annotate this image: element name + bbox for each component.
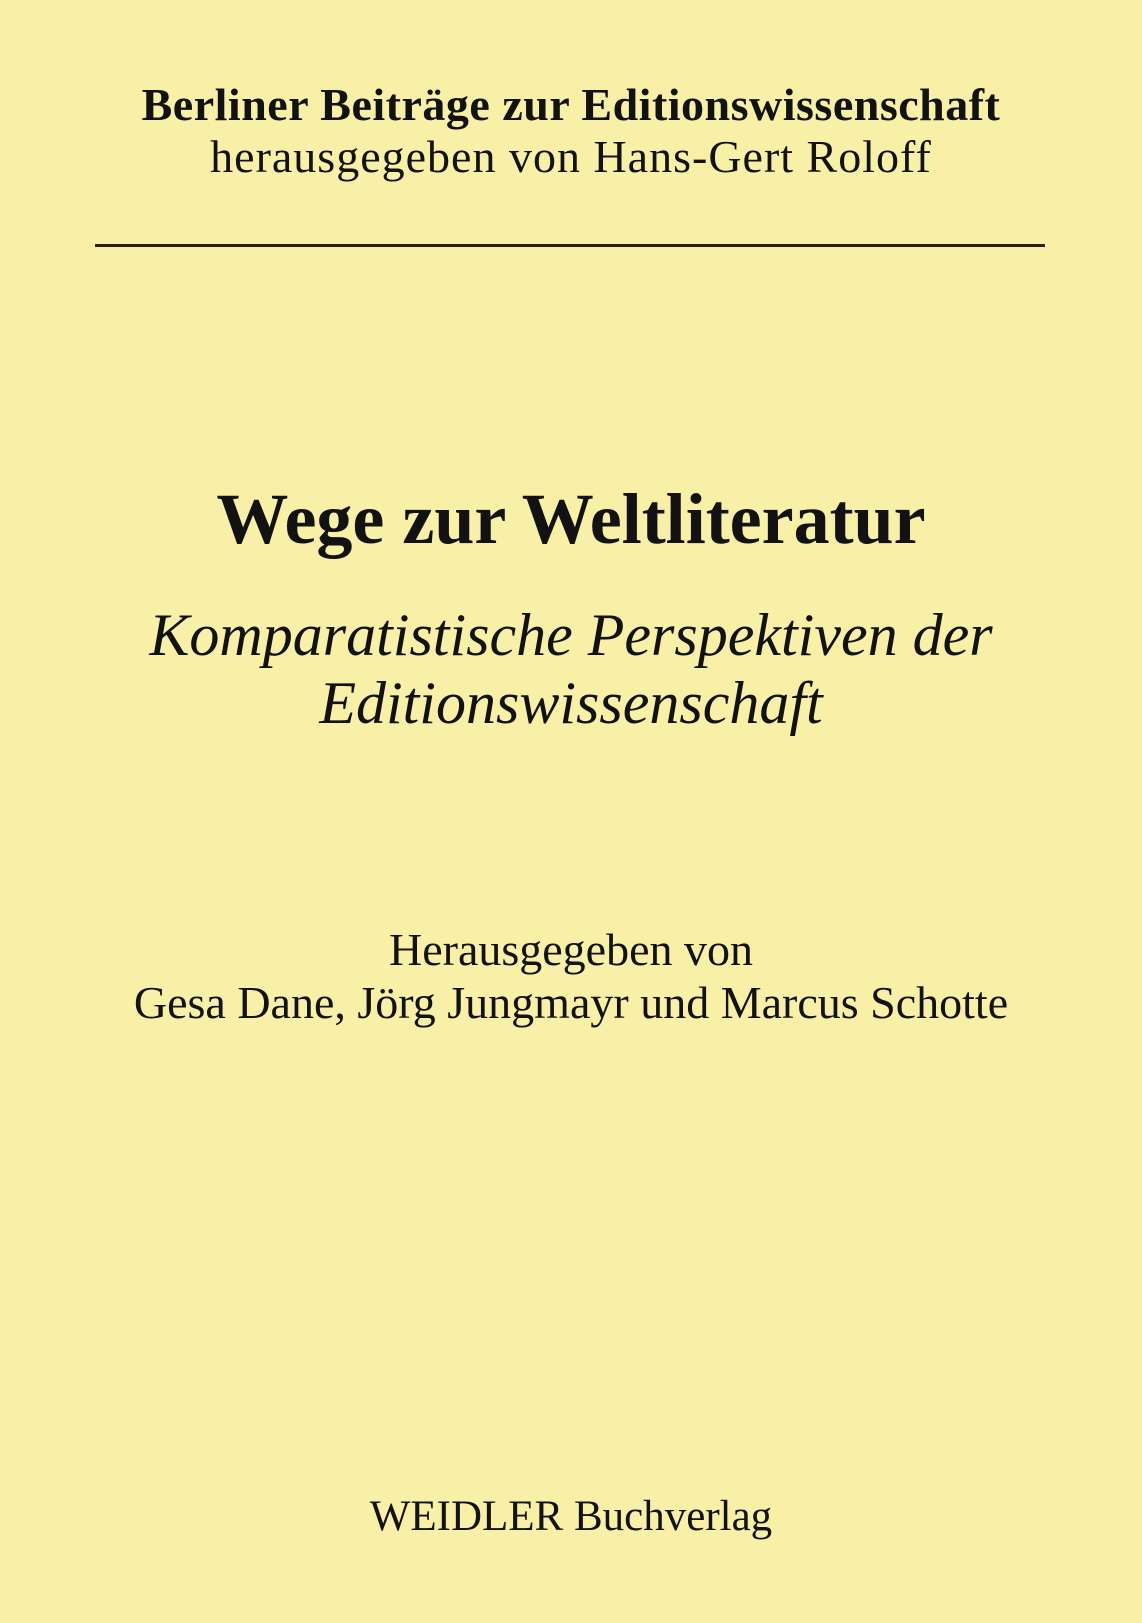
series-editor-line: herausgegeben von Hans-Gert Roloff (210, 131, 932, 182)
book-subtitle-line1: Komparatistische Perspektiven der (149, 602, 993, 668)
editors-block (0, 923, 1142, 1029)
series-title: Berliner Beiträge zur Editionswissenschaft (141, 79, 1001, 130)
series-header (0, 79, 1142, 183)
horizontal-divider (95, 244, 1045, 247)
publisher-imprint: WEIDLER Buchverlag (369, 1493, 773, 1540)
book-subtitle-line2: Editionswissenschaft (319, 670, 823, 736)
book-subtitle (0, 601, 1142, 737)
editors-intro: Herausgegeben von (388, 924, 754, 975)
book-title: Wege zur Weltliteratur (216, 479, 926, 559)
editors-names: Gesa Dane, Jörg Jungmayr und Marcus Schotte (133, 977, 1009, 1028)
